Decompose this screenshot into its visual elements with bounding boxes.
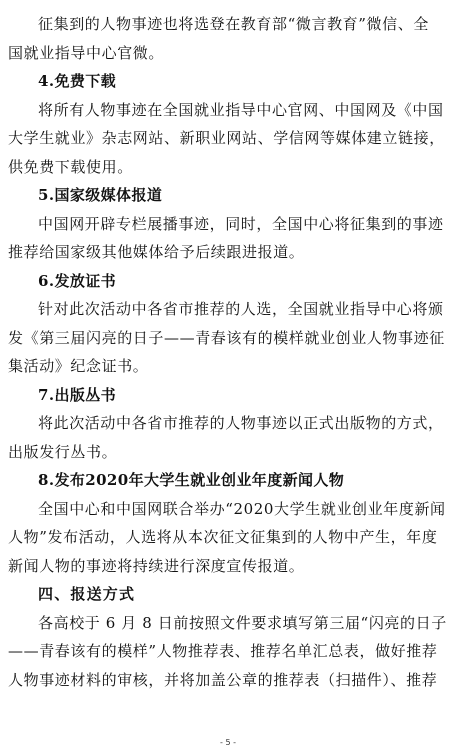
subsection-heading: 5.国家级媒体报道 xyxy=(38,186,163,204)
body-text-line: 出版发行丛书。 xyxy=(8,442,118,461)
body-text-line: ——青春该有的模样”人物推荐表、推荐名单汇总表，做好推荐 xyxy=(8,642,438,660)
body-text-line: 将所有人物事迹在全国就业指导中心官网、中国网及《中国 xyxy=(38,100,444,119)
body-text-line: 将此次活动中各省市推荐的人物事迹以正式出版物的方式， xyxy=(38,414,444,432)
body-text-line: 中国网开辟专栏展播事迹，同时，全国中心将征集到的事迹 xyxy=(38,214,444,233)
body-text-line: 国就业指导中心官微。 xyxy=(8,43,165,62)
body-text-line: 各高校于 6 月 8 日前按照文件要求填写第三届“闪亮的日子 xyxy=(38,613,447,632)
body-text-line: 新闻人物的事迹将持续进行深度宣传报道。 xyxy=(8,556,305,575)
document-body xyxy=(8,10,448,694)
body-text-line: 推荐给国家级其他媒体给予后续跟进报道。 xyxy=(8,243,305,261)
body-text-line: 征集到的人物事迹也将选登在教育部“微言教育”微信、全 xyxy=(38,15,429,33)
subsection-heading: 4.免费下载 xyxy=(38,72,117,90)
body-text-line: 集活动》纪念证书。 xyxy=(8,357,149,375)
body-text-line: 大学生就业》杂志网站、新职业网站、学信网等媒体建立链接， xyxy=(8,129,445,147)
page-number: - 5 - xyxy=(220,738,236,747)
body-text-line: 人物事迹材料的审核，并将加盖公章的推荐表（扫描件）、推荐 xyxy=(8,670,438,689)
subsection-heading: 7.出版丛书 xyxy=(38,385,117,404)
body-text-line: 人物”发布活动，人选将从本次征文征集到的人物中产生，年度 xyxy=(8,528,438,546)
section-heading: 四、报送方式 xyxy=(38,585,136,603)
subsection-heading: 8.发布2020年大学生就业创业年度新闻人物 xyxy=(38,471,345,489)
subsection-heading: 6.发放证书 xyxy=(38,271,117,290)
body-text-line: 供免费下载使用。 xyxy=(8,157,133,176)
body-text-line: 全国中心和中国网联合举办“2020大学生就业创业年度新闻 xyxy=(38,499,446,518)
body-text-line: 针对此次活动中各省市推荐的人选，全国就业指导中心将颁 xyxy=(38,300,444,318)
body-text-line: 发《第三届闪亮的日子——青春该有的模样就业创业人物事迹征 xyxy=(8,328,445,347)
